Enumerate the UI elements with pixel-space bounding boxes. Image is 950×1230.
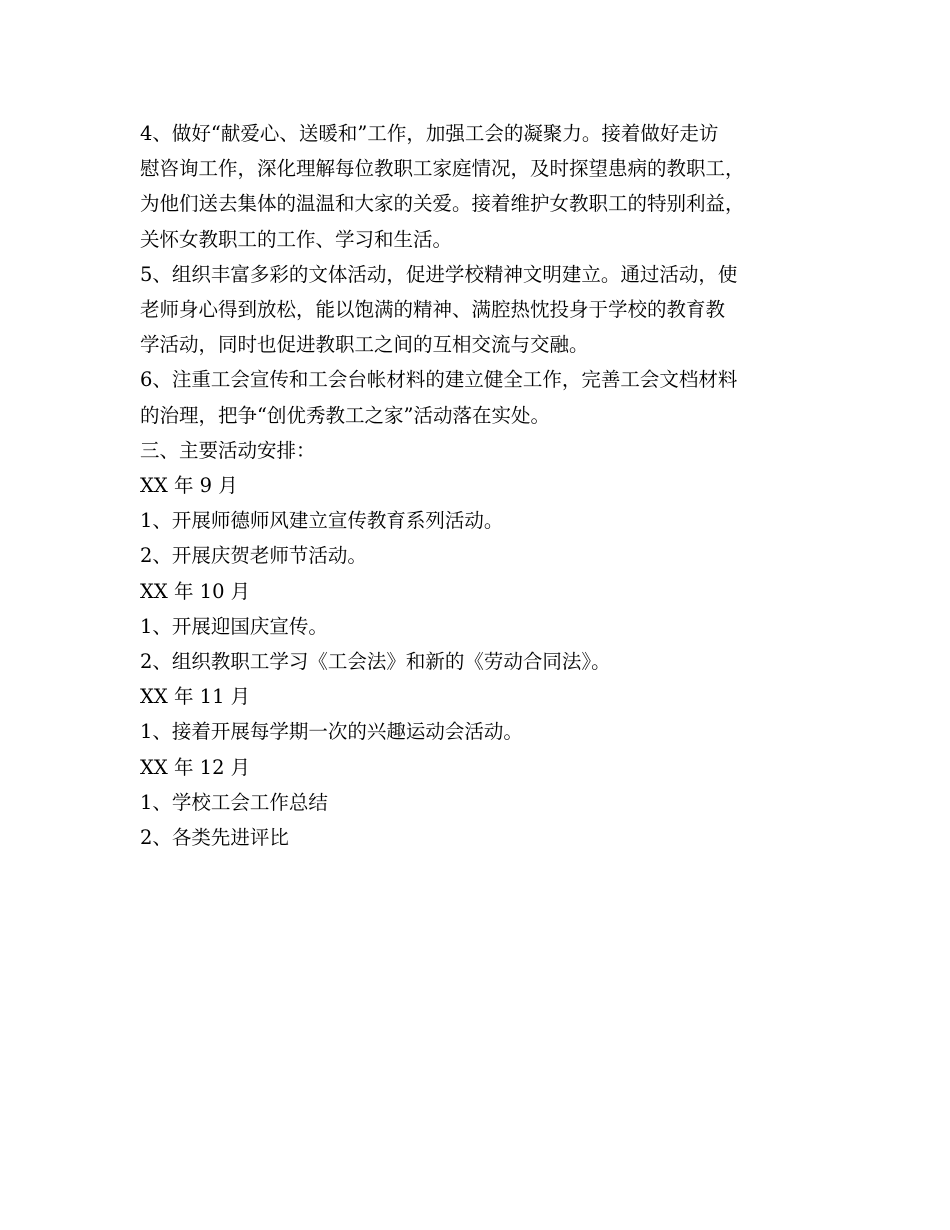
text-line: 5、组织丰富多彩的文体活动，促进学校精神文明建立。通过活动，使 [140,262,738,286]
section-heading: 三、主要活动安排： [140,438,316,462]
month-title: XX 年 11 月 [140,685,251,709]
document-page [140,116,820,855]
text-line: 的治理，把争“创优秀教工之家”活动落在实处。 [140,403,550,427]
month-block-october [140,574,820,680]
activity-item: 1、开展迎国庆宣传。 [140,614,328,638]
text-line: 6、注重工会宣传和工会台帐材料的建立健全工作，完善工会文档材料 [140,368,738,392]
activity-item: 1、接着开展每学期一次的兴趣运动会活动。 [140,720,523,744]
month-title: XX 年 12 月 [140,755,251,779]
activity-item: 1、开展师德师风建立宣传教育系列活动。 [140,509,504,533]
month-block-december [140,750,820,856]
activity-item: 2、组织教职工学习《工会法》和新的《劳动合同法》。 [140,650,611,674]
activity-item: 2、各类先进评比 [140,826,289,850]
month-block-november [140,679,820,749]
text-line: 慰咨询工作，深化理解每位教职工家庭情况，及时探望患病的教职工， [140,157,745,181]
paragraph-item-5 [140,257,820,363]
text-line: 学活动，同时也促进教职工之间的互相交流与交融。 [140,333,589,357]
activity-item: 2、开展庆贺老师节活动。 [140,544,367,568]
text-line: 关怀女教职工的工作、学习和生活。 [140,227,453,251]
text-line: 4、做好“献爱心、送暖和”工作，加强工会的凝聚力。接着做好走访 [140,122,719,145]
month-title: XX 年 10 月 [140,579,251,603]
month-block-september [140,468,820,574]
month-title: XX 年 9 月 [140,474,238,498]
activity-item: 1、学校工会工作总结 [140,790,328,814]
text-line: 为他们送去集体的温温和大家的关爱。接着维护女教职工的特别利益， [140,192,745,216]
paragraph-item-6 [140,362,820,432]
text-line: 老师身心得到放松，能以饱满的精神、满腔热忱投身于学校的教育教 [140,298,726,322]
paragraph-item-4 [140,116,820,257]
